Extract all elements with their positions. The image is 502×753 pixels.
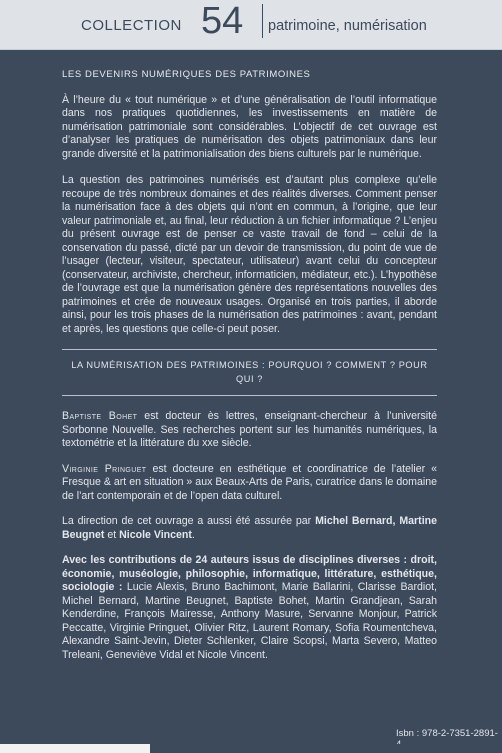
isbn-number: Isbn : 978-2-7351-2891- bbox=[396, 728, 498, 739]
back-cover-text bbox=[62, 68, 437, 674]
contributions-paragraph bbox=[62, 554, 437, 662]
main-paragraph: La question des patrimoines numérisés est d’autant plus complexe qu’elle recoupe de très nombreux domaines et des réalités diverses. Comment penser la numérisation face à des objets qui n’ont en commun, à l’origine, que leur valeur patrimoniale et, au final, leur réduction à un fichier informatique ? L’enjeu du présent ouvrage est de penser ce vaste travail de fond – celui de la conservation du passé, dicté par un devoir de transmission, du point de vue de l’usager (lecteur, visiteur, spectateur, utilisateur) avant celui du concepteur (conservateur, archiviste, chercheur, informaticien, médiateur, etc.). L’hypothèse de l’ouvrage est que la numérisation génère des représentations nouvelles des patrimoines et crée de nouveaux usages. Organisé en trois parties, il aborde ainsi, pour les trois phases de la numérisation des patrimoines : avant, pendant et après, les questions que celle-ci peut poser. bbox=[62, 174, 437, 335]
author-bio-text: est docteur ès lettres, enseignant-chercheur à l’université Sorbonne Nouvelle. Ses recherches portent sur les humanités numériques, la textométrie et la littérature du xxe siècle. bbox=[62, 410, 437, 449]
question-banner: LA NUMÉRISATION DES PATRIMOINES : POURQUOI ? COMMENT ? POUR QUI ? bbox=[71, 360, 428, 384]
direction-conj: et bbox=[104, 528, 120, 541]
collection-series-name: patrimoine, numérisation bbox=[268, 18, 427, 34]
direction-note bbox=[62, 515, 437, 542]
direction-last-name: Nicole Vincent bbox=[119, 528, 192, 541]
author-name: Baptiste Bohet bbox=[62, 410, 138, 422]
section-title: LES DEVENIRS NUMÉRIQUES DES PATRIMOINES bbox=[62, 69, 311, 80]
divider-top bbox=[62, 349, 437, 350]
header-slash-divider bbox=[262, 4, 263, 38]
direction-suffix: . bbox=[191, 528, 195, 541]
barcode-icon bbox=[0, 744, 150, 753]
author-name: Virginie Pringuet bbox=[62, 462, 147, 475]
collection-label: COLLECTION bbox=[81, 17, 182, 34]
barcode-strip bbox=[0, 744, 502, 753]
author-bio bbox=[62, 410, 437, 451]
direction-names: Michel Bernard, Martine Beugnet bbox=[62, 515, 438, 541]
divider-bottom bbox=[62, 395, 437, 396]
intro-paragraph: À l’heure du « tout numérique » et d’une généralisation de l’outil informatique dans nos pratiques quotidiennes, les investissements en matière de numérisation patrimoniale sont considérables. L’objectif de cet ouvrage est d’analyser les pratiques de numérisation des objets patrimoniaux dans leur grande diversité et la patrimonialisation des biens culturels par le numérique. bbox=[62, 93, 437, 160]
author-bio bbox=[62, 463, 437, 504]
contributions-lead: Avec les contributions de 24 auteurs issus de disciplines diverses : droit, économie, muséologie, philosophie, informatique, littérature, esthétique, sociologie : bbox=[62, 554, 437, 593]
collection-number: 54 bbox=[201, 0, 244, 42]
collection-header-band bbox=[0, 0, 502, 50]
direction-prefix: La direction de cet ouvrage a aussi été assurée par bbox=[62, 515, 316, 527]
contributions-names: Lucie Alexis, Bruno Bachimont, Marie Ballarini, Clarisse Bardiot, Michel Bernard, Martine Beugnet, Baptiste Bohet, Martin Grandjean, Sarah Kenderdine, François Mairesse, Anthony Masure, Servanne Monjour, Patrick Peccatte, Virginie Pringuet, Olivier Ritz, Laurent Romary, Sofia Roumentcheva, Alexandre Saint-Jevin, Dieter Schlenker, Claire Scopsi, Marta Severo, Matteo Treleani, Geneviève Vidal et Nicole Vincent. bbox=[62, 581, 437, 661]
author-bio-text: est docteure en esthétique et coordinatrice de l’atelier « Fresque & art en situation » aux Beaux-Arts de Paris, curatrice dans le domaine de l’art contemporain et de l’open data culturel. bbox=[62, 462, 437, 502]
